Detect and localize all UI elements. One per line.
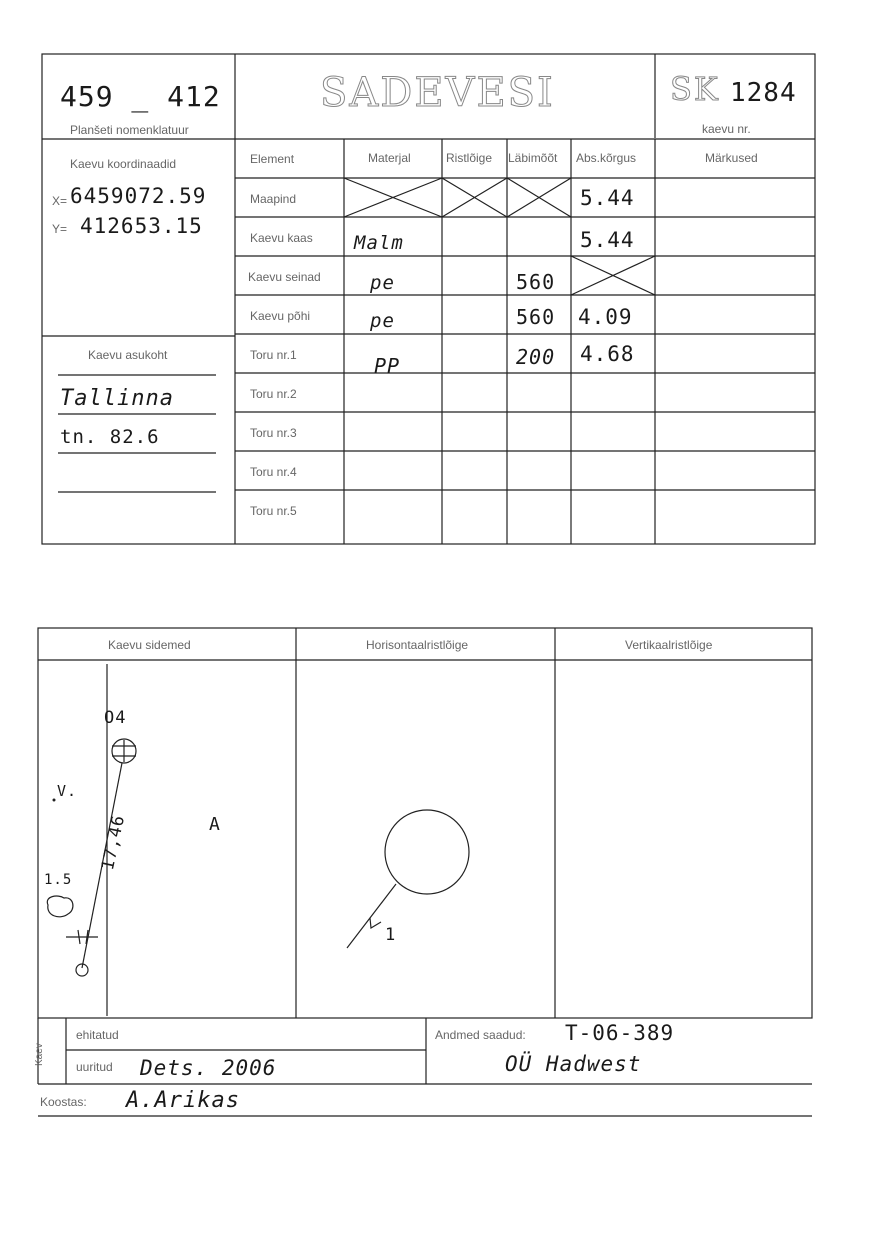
row-element: Kaevu põhi — [250, 309, 311, 323]
data-source-label: Andmed saadud: — [435, 1028, 526, 1042]
y-coordinate: 412653.15 — [80, 214, 203, 238]
row-element: Kaevu seinad — [248, 270, 321, 284]
form-title: SADEVESI — [320, 70, 555, 116]
row-element: Kaevu kaas — [250, 231, 313, 245]
x-label: X= — [52, 194, 68, 208]
header-diameter: Läbimõõt — [508, 151, 558, 165]
cell-material: pe — [370, 310, 395, 332]
cell-diameter: 560 — [516, 270, 556, 294]
sketch-label-pipe: 1 — [385, 925, 397, 945]
compiler-value: A.Arikas — [126, 1088, 240, 1113]
coordinates-label: Kaevu koordinaadid — [70, 157, 177, 171]
sketch-label-v: V. — [57, 782, 78, 800]
sketch-label-1-5: 1.5 — [44, 872, 73, 888]
x-coordinate: 6459072.59 — [70, 184, 207, 208]
well-number: 1284 — [730, 78, 797, 108]
compiler-label: Koostas: — [40, 1095, 87, 1109]
data-source-value: T-06-389 — [565, 1021, 675, 1045]
sketch-label-o4: O4 — [104, 708, 127, 728]
header-notes: Märkused — [705, 151, 758, 165]
location-line1: Tallinna — [60, 386, 174, 411]
nomenclature-label: Planšeti nomenklatuur — [70, 123, 189, 137]
row-element: Toru nr.2 — [250, 387, 297, 401]
cell-diameter: 200 — [516, 345, 556, 369]
y-label: Y= — [52, 222, 68, 236]
sketch-header-horizontal: Horisontaalristlõige — [366, 638, 469, 652]
well-prefix: SK — [670, 70, 720, 108]
sketch-label-a: A — [209, 814, 221, 835]
inspected-value: Dets. 2006 — [140, 1056, 277, 1080]
row-element: Toru nr.1 — [250, 348, 297, 362]
cell-diameter: 560 — [516, 305, 556, 329]
cell-abs: 4.09 — [578, 305, 633, 329]
row-element: Toru nr.5 — [250, 504, 297, 518]
header-element: Element — [250, 152, 295, 166]
sketch-label-distance: 17,46 — [98, 813, 130, 873]
cell-material: pe — [370, 272, 395, 294]
cell-material: Malm — [354, 232, 404, 254]
sketch-header-connections: Kaevu sidemed — [108, 638, 191, 652]
sketch-header-vertical: Vertikaalristlõige — [625, 638, 713, 652]
header-abs-height: Abs.kõrgus — [576, 151, 637, 165]
cell-abs: 5.44 — [580, 186, 635, 210]
cell-abs: 4.68 — [580, 342, 635, 366]
footer-side-label: Kaev — [34, 1043, 45, 1066]
header-section: Ristlõige — [446, 151, 493, 165]
built-label: ehitatud — [76, 1028, 119, 1042]
location-line2: tn. 82.6 — [60, 426, 160, 448]
cell-material: PP — [374, 354, 401, 378]
row-element: Toru nr.4 — [250, 465, 297, 479]
location-label: Kaevu asukoht — [88, 348, 168, 362]
header-material: Materjal — [368, 151, 411, 165]
row-element: Toru nr.3 — [250, 426, 297, 440]
inspected-label: uuritud — [76, 1060, 113, 1074]
company-name: OÜ Hadwest — [505, 1052, 642, 1076]
nomenclature-value: 459 _ 412 — [60, 80, 221, 113]
well-number-label: kaevu nr. — [702, 122, 751, 136]
cell-abs: 5.44 — [580, 228, 635, 252]
row-element: Maapind — [250, 192, 297, 206]
